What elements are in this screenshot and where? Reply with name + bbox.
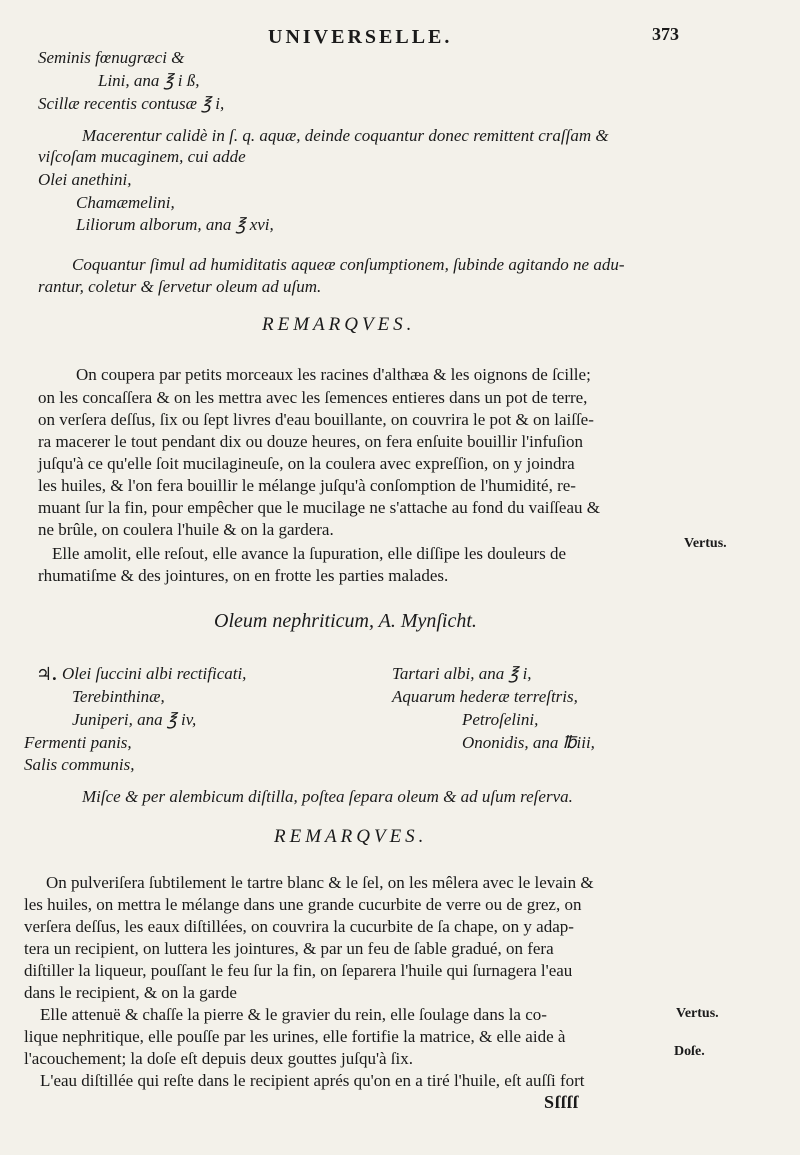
paragraph-line: muant ſur la fin, pour empêcher que le mucilage ne s'attache au fond du vaiſſeau & [38, 498, 600, 517]
paragraph-line: lique nephritique, elle pouſſe par les urines, elle fortifie la matrice, & elle aide à [24, 1027, 566, 1046]
recipe-symbol-icon: ♃. [36, 664, 57, 684]
paragraph-line: Elle attenuë & chaſſe la pierre & le gravier du rein, elle ſoulage dans la co- [40, 1005, 547, 1024]
paragraph-line: on les concaſſera & on les mettra avec les ſemences entieres dans un pot de terre, [38, 388, 588, 407]
recipe1-line: Liliorum alborum, ana ℥ xvi, [76, 215, 274, 234]
paragraph-line: on verſera deſſus, ſix ou ſept livres d'eau bouillante, on couvrira le pot & on laiſſe- [38, 410, 594, 429]
recipe1-line: Coquantur ſimul ad humiditatis aqueæ conſumptionem, ſubinde agitando ne adu- [72, 255, 625, 274]
recipe-instruction: Miſce & per alembicum diſtilla, poſtea ſepara oleum & ad uſum reſerva. [82, 787, 573, 806]
paragraph-line: On pulveriſera ſubtilement le tartre blanc & le ſel, on les mêlera avec le levain & [46, 873, 594, 892]
paragraph-line: ra macerer le tout pendant dix ou douze heures, on fera enſuite bouillir l'infuſion [38, 432, 583, 451]
ingredient-line: Tartari albi, ana ℥ i, [392, 664, 532, 683]
recipe1-line: viſcoſam mucaginem, cui adde [38, 147, 246, 166]
remarques-heading: REMARQVES. [262, 314, 416, 335]
ingredient-line: Olei ſuccini albi rectificati, [62, 664, 247, 683]
recipe1-line: Chamæmelini, [76, 193, 175, 212]
signature-mark: Sſſſſ [544, 1092, 580, 1112]
paragraph-line: l'acouchement; la doſe eſt depuis deux gouttes juſqu'à ſix. [24, 1049, 413, 1068]
running-title: UNIVERSELLE. [268, 26, 453, 48]
paragraph-line: ne brûle, on coulera l'huile & on la gardera. [38, 520, 334, 539]
recipe1-line: Olei anethini, [38, 170, 132, 189]
ingredient-line: Salis communis, [24, 755, 135, 774]
paragraph-line: les huiles, on mettra le mélange dans une grande cucurbite de verre ou de grez, on [24, 895, 582, 914]
recipe-title: Oleum nephriticum, A. Mynſicht. [214, 610, 477, 632]
recipe1-line: Macerentur calidè in ſ. q. aquæ, deinde coquantur donec remittent craſſam & [82, 126, 609, 145]
paragraph-line: dans le recipient, & on la garde [24, 983, 237, 1002]
ingredient-line: Petroſelini, [462, 710, 539, 729]
paragraph-line: diſtiller la liqueur, pouſſant le feu ſur la fin, on ſeparera l'huile qui ſurnagera l'eau [24, 961, 573, 980]
margin-note-vertus: Vertus. [676, 1006, 719, 1021]
paragraph-line: Elle amolit, elle reſout, elle avance la ſupuration, elle diſſipe les douleurs de [52, 544, 567, 563]
ingredient-line: Terebinthinæ, [72, 687, 165, 706]
recipe1-line: rantur, coletur & ſervetur oleum ad uſum. [38, 277, 322, 296]
margin-note-dose: Doſe. [674, 1044, 705, 1059]
ingredient-line: Juniperi, ana ℥ iv, [72, 710, 197, 729]
recipe1-line: Seminis fœnugræci & [38, 48, 185, 67]
paragraph-line: L'eau diſtillée qui reſte dans le recipient aprés qu'on en a tiré l'huile, eſt auſſi fort [40, 1071, 585, 1090]
paragraph-line: verſera deſſus, les eaux diſtillées, on couvrira la cucurbite de ſa chape, on y adap- [24, 917, 574, 936]
margin-note-vertus: Vertus. [684, 536, 727, 551]
recipe1-line: Scillæ recentis contusæ ℥ i, [38, 94, 225, 113]
remarques-heading: REMARQVES. [274, 826, 428, 847]
ingredient-line: Aquarum hederæ terreſtris, [392, 687, 578, 706]
ingredient-line: Fermenti panis, [24, 733, 132, 752]
paragraph-line: tera un recipient, on luttera les jointures, & par un feu de ſable gradué, on fera [24, 939, 554, 958]
paragraph-line: On coupera par petits morceaux les racines d'althæa & les oignons de ſcille; [76, 365, 591, 384]
ingredient-line: Ononidis, ana ℔iii, [462, 733, 595, 752]
paragraph-line: les huiles, & l'on fera bouillir le mélange juſqu'à conſomption de l'humidité, re- [38, 476, 576, 495]
recipe1-line: Lini, ana ℥ i ß, [98, 71, 200, 90]
page-number: 373 [652, 24, 679, 44]
paragraph-line: juſqu'à ce qu'elle ſoit mucilagineuſe, on la coulera avec expreſſion, on y joindra [38, 454, 575, 473]
paragraph-line: rhumatiſme & des jointures, on en frotte les parties malades. [38, 566, 449, 585]
